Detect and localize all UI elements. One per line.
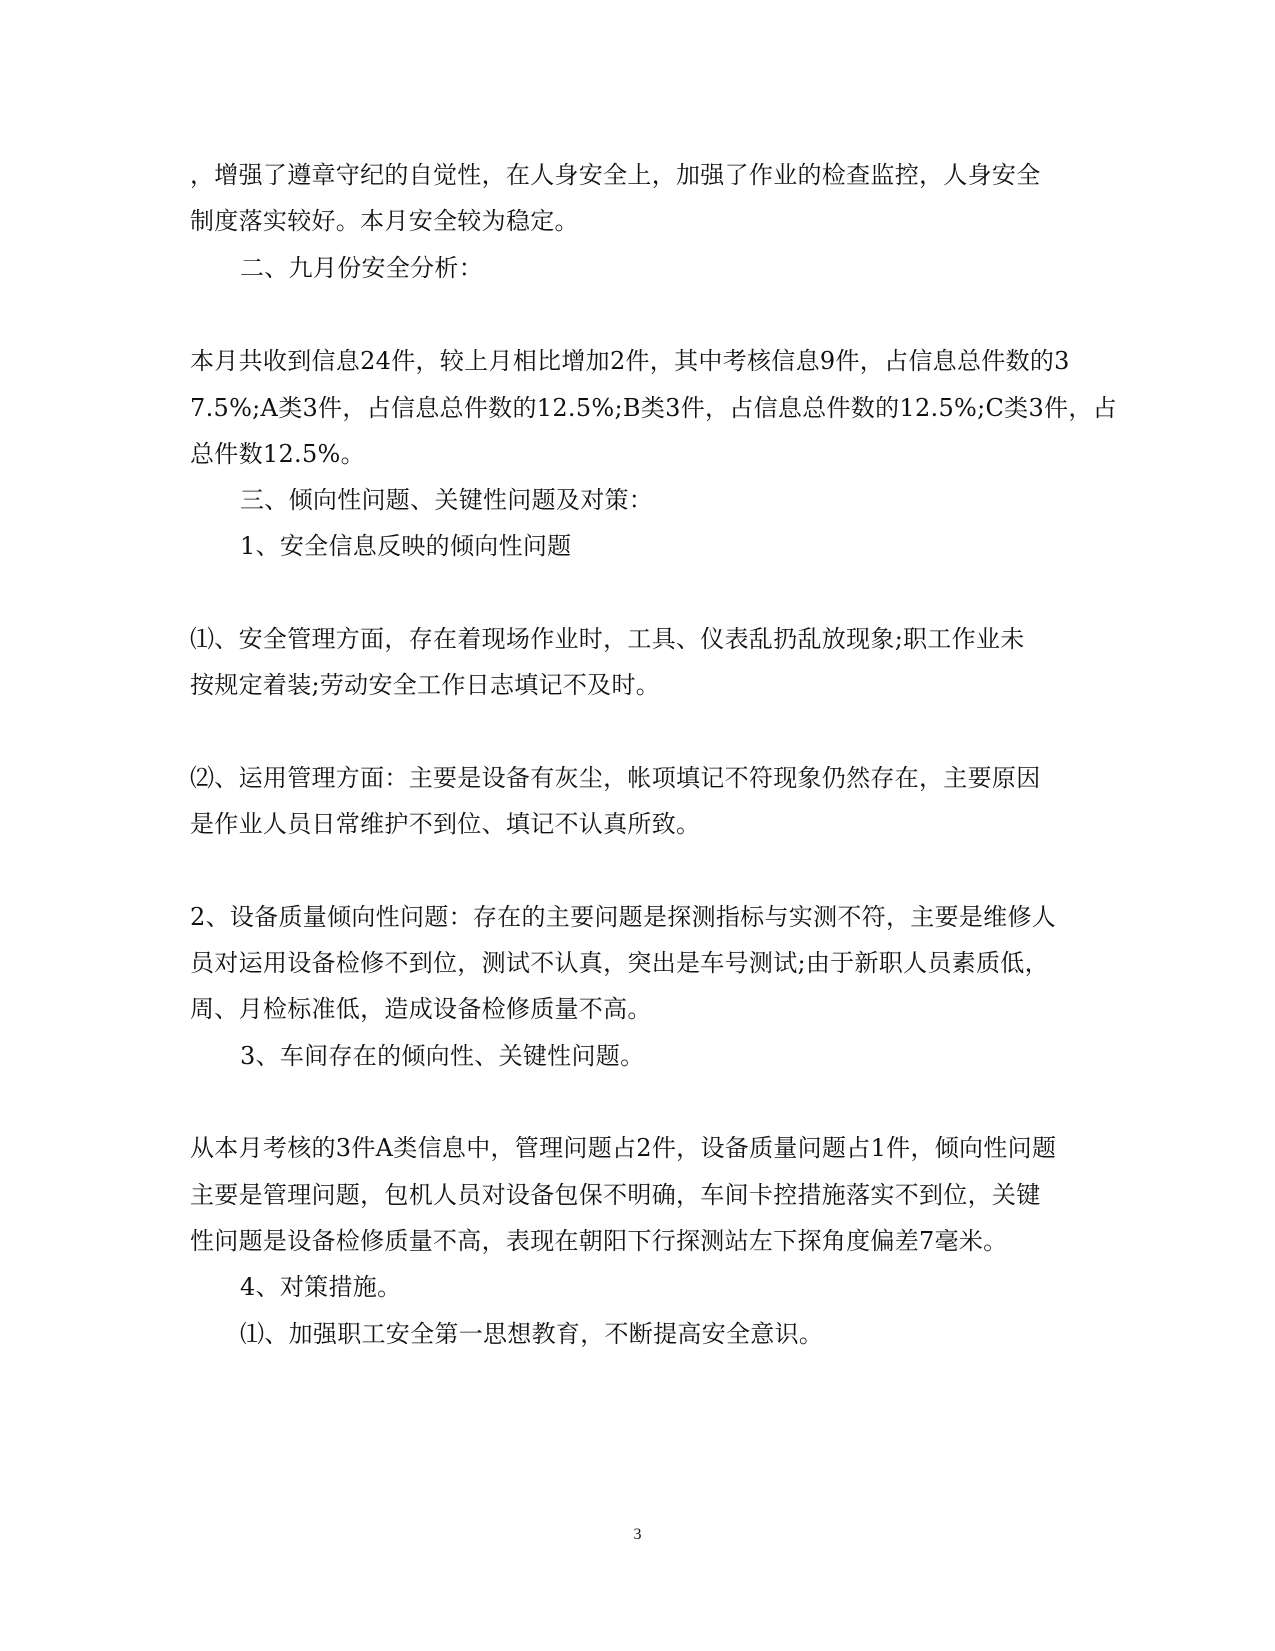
page-number: 3	[633, 1526, 642, 1543]
text-line: 是作业人员日常维护不到位、填记不认真所致。	[190, 810, 701, 838]
text-line: ⑴、加强职工安全第一思想教育，不断提高安全意识。	[240, 1320, 824, 1348]
text-line: ，增强了遵章守纪的自觉性，在人身安全上，加强了作业的检查监控，人身安全	[190, 161, 1041, 189]
text-line: 本月共收到信息24件，较上月相比增加2件，其中考核信息9件，占信息总件数的3	[190, 347, 1070, 375]
text-line: ⑴、安全管理方面，存在着现场作业时，工具、仪表乱扔乱放现象;职工作业未	[190, 625, 1025, 653]
text-line: 7.5%;A类3件，占信息总件数的12.5%;B类3件，占信息总件数的12.5%;C类3件，占	[190, 394, 1117, 422]
text-line: 主要是管理问题，包机人员对设备包保不明确，车间卡控措施落实不到位，关键	[190, 1181, 1041, 1209]
text-line: 总件数12.5%。	[190, 440, 365, 468]
text-line: 按规定着装;劳动安全工作日志填记不及时。	[190, 671, 661, 699]
subsection-heading: 4、对策措施。	[240, 1273, 402, 1301]
subsection-heading: 3、车间存在的倾向性、关键性问题。	[240, 1042, 645, 1070]
section-heading: 三、倾向性问题、关键性问题及对策：	[240, 486, 654, 514]
text-line: 制度落实较好。本月安全较为稳定。	[190, 207, 579, 235]
text-line: ⑵、运用管理方面：主要是设备有灰尘，帐项填记不符现象仍然存在，主要原因	[190, 764, 1041, 792]
text-line: 性问题是设备检修质量不高，表现在朝阳下行探测站左下探角度偏差7毫米。	[190, 1227, 1008, 1255]
text-line: 周、月检标准低，造成设备检修质量不高。	[190, 995, 652, 1023]
text-line: 从本月考核的3件A类信息中，管理问题占2件，设备质量问题占1件，倾向性问题	[190, 1134, 1057, 1162]
section-heading: 二、九月份安全分析：	[240, 254, 483, 282]
text-line: 2、设备质量倾向性问题：存在的主要问题是探测指标与实测不符，主要是维修人	[190, 903, 1057, 931]
text-line: 员对运用设备检修不到位，测试不认真，突出是车号测试;由于新职人员素质低，	[190, 949, 1049, 977]
subsection-heading: 1、安全信息反映的倾向性问题	[240, 532, 572, 560]
